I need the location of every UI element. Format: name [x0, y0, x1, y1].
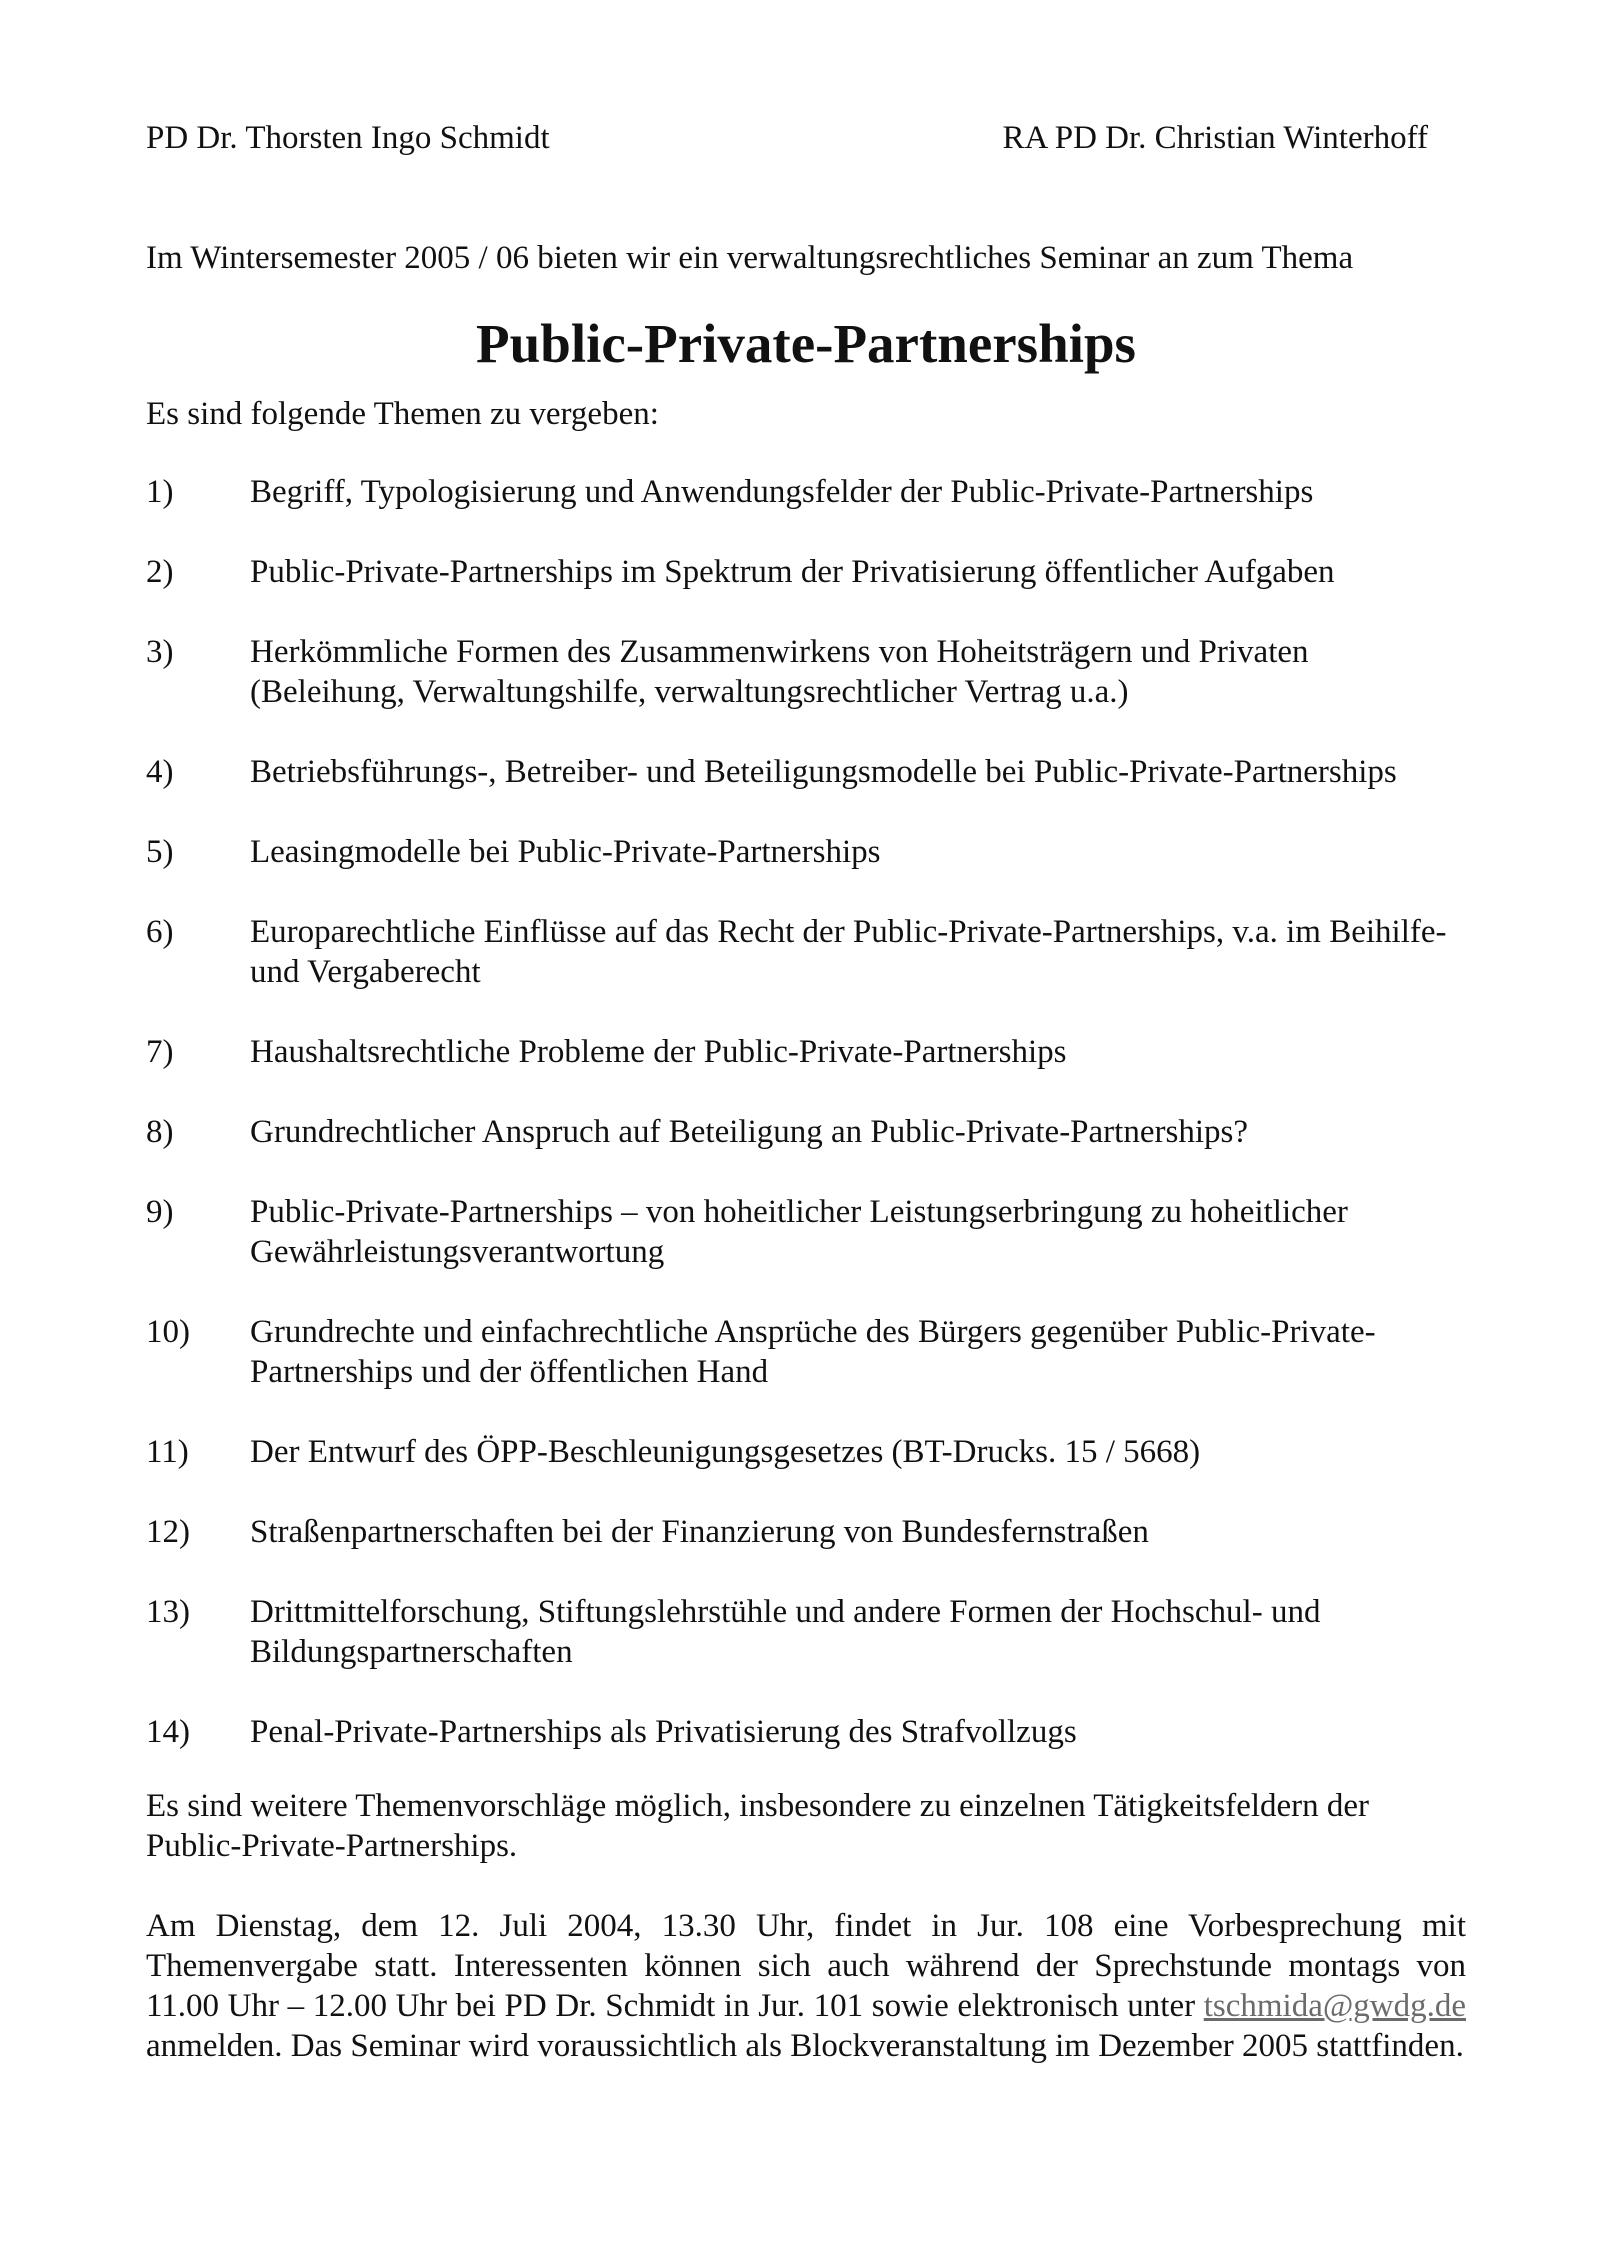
topic-item-7: [146, 1032, 1466, 1072]
topic-number: 1): [146, 474, 174, 510]
topic-item-4: [146, 752, 1466, 792]
topic-item-9: [146, 1192, 1466, 1272]
closing-paragraph: Es sind weitere Themenvorschläge möglich, insbesondere zu einzelnen Tätigkeitsfeldern der Public-Private-Partnerships.: [146, 1788, 1370, 1864]
topic-number: 5): [146, 834, 174, 870]
topic-list: [146, 472, 1466, 1752]
topic-text: Haushaltsrechtliche Probleme der Public-Private-Partnerships: [250, 1034, 1067, 1070]
topic-item-8: [146, 1112, 1466, 1152]
topic-item-10: [146, 1312, 1466, 1392]
topic-number: 10): [146, 1314, 190, 1350]
meeting-text-after: anmelden. Das Seminar wird voraussichtlich als Blockveranstaltung im Dezember 2005 stattfinden.: [146, 2028, 1464, 2064]
topic-text: Public-Private-Partnerships – von hoheitlicher Leistungserbringung zu hoheitlicher Gewährleistungsverantwortung: [250, 1194, 1348, 1270]
topic-text: Leasingmodelle bei Public-Private-Partnerships: [250, 834, 881, 870]
topic-text: Betriebsführungs-, Betreiber- und Beteiligungsmodelle bei Public-Private-Partnerships: [250, 754, 1397, 790]
right-author: RA PD Dr. Christian Winterhoff: [1002, 120, 1428, 156]
topic-item-3: [146, 632, 1466, 712]
document-title: Public-Private-Partnerships: [476, 313, 1136, 374]
topic-number: 4): [146, 754, 174, 790]
meeting-text-before: Am Dienstag, dem 12. Juli 2004, 13.30 Uhr, findet in Jur. 108 eine Vorbesprechung mit Themenvergabe statt. Interessenten können sich auch während der Sprechstunde montags von 11.00 Uhr – 12.00 Uhr bei PD Dr. Schmidt in Jur. 101 sowie elektronisch unter: [146, 1908, 1466, 2024]
topic-number: 3): [146, 634, 174, 670]
topic-item-12: [146, 1512, 1466, 1552]
topic-text: Drittmittelforschung, Stiftungslehrstühle und andere Formen der Hochschul- und Bildungspartnerschaften: [250, 1594, 1321, 1670]
topic-text: Public-Private-Partnerships im Spektrum der Privatisierung öffentlicher Aufgaben: [250, 554, 1335, 590]
document-page: [146, 118, 1466, 2066]
email-link[interactable]: tschmida@gwdg.de: [1203, 1988, 1466, 2024]
topic-number: 13): [146, 1594, 190, 1630]
topic-text: Herkömmliche Formen des Zusammenwirkens von Hoheitsträgern und Privaten (Beleihung, Verwaltungshilfe, verwaltungsrechtlicher Vertrag u.a.): [250, 634, 1309, 710]
topic-item-14: [146, 1712, 1466, 1752]
topic-item-13: [146, 1592, 1466, 1672]
topic-text: Der Entwurf des ÖPP-Beschleunigungsgesetzes (BT-Drucks. 15 / 5668): [250, 1434, 1201, 1470]
topic-item-6: [146, 912, 1466, 992]
intro-text: Im Wintersemester 2005 / 06 bieten wir ein verwaltungsrechtliches Seminar an zum Thema: [146, 240, 1354, 276]
topic-number: 8): [146, 1114, 174, 1150]
topic-text: Grundrechtlicher Anspruch auf Beteiligung an Public-Private-Partnerships?: [250, 1114, 1248, 1150]
topic-item-2: [146, 552, 1466, 592]
topic-number: 9): [146, 1194, 174, 1230]
author-header: [146, 118, 1428, 158]
topic-number: 7): [146, 1034, 174, 1070]
topics-intro: Es sind folgende Themen zu vergeben:: [146, 396, 659, 432]
topic-text: Europarechtliche Einflüsse auf das Recht der Public-Private-Partnerships, v.a. im Beihilfe- und Vergaberecht: [250, 914, 1447, 990]
topic-item-5: [146, 832, 1466, 872]
topic-number: 12): [146, 1514, 190, 1550]
topic-item-1: [146, 472, 1466, 512]
topic-text: Grundrechte und einfachrechtliche Ansprüche des Bürgers gegenüber Public-Private-Partnerships und der öffentlichen Hand: [250, 1314, 1376, 1390]
topic-number: 2): [146, 554, 174, 590]
meeting-paragraph: [146, 1906, 1466, 2066]
topic-item-11: [146, 1432, 1466, 1472]
topic-text: Penal-Private-Partnerships als Privatisierung des Strafvollzugs: [250, 1714, 1077, 1750]
topic-text: Begriff, Typologisierung und Anwendungsfelder der Public-Private-Partnerships: [250, 474, 1314, 510]
topic-number: 11): [146, 1434, 189, 1470]
topic-text: Straßenpartnerschaften bei der Finanzierung von Bundesfernstraßen: [250, 1514, 1149, 1550]
topic-number: 14): [146, 1714, 190, 1750]
topic-number: 6): [146, 914, 174, 950]
left-author: PD Dr. Thorsten Ingo Schmidt: [146, 120, 550, 156]
